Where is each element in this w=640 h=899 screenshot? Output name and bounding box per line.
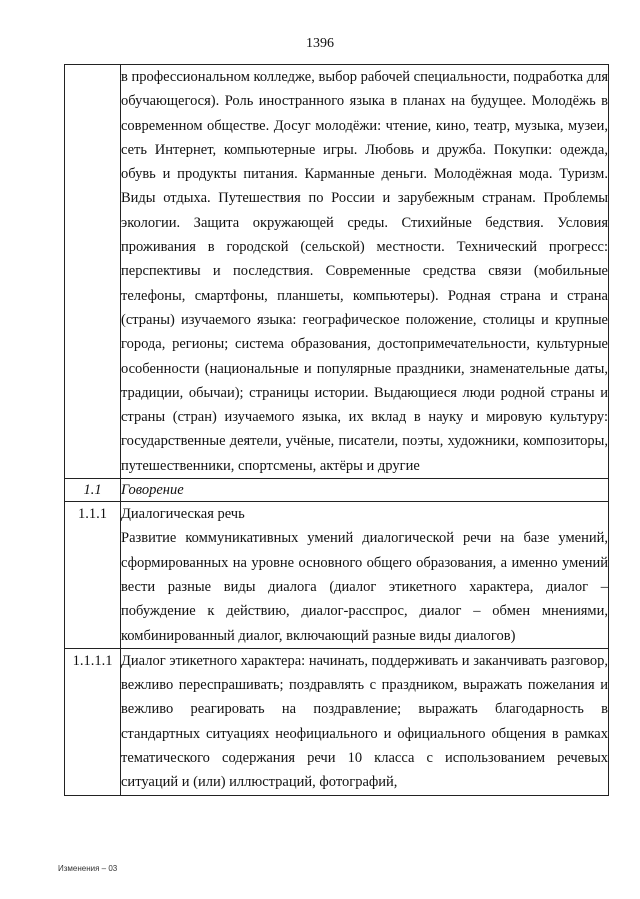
- row-text: Диалог этикетного характера: начинать, поддерживать и заканчивать разговор, вежливо переспрашивать; поздравлять с праздником, выражать пожелания и вежливо реагировать на поздравление; выражать благодарность в стандартных ситуациях неофициального и официального общения в рамках тематического содержания речи 10 класса с использованием речевых ситуаций и (или) иллюстраций, фотографий,: [121, 648, 609, 795]
- page-number: 1396: [306, 36, 334, 51]
- section-number: 1.1: [65, 479, 121, 502]
- table-row: [65, 648, 609, 795]
- row-cell: [121, 502, 609, 649]
- content-table: [64, 64, 609, 796]
- table-row: [65, 65, 609, 479]
- row-number: [65, 65, 121, 479]
- section-title: Говорение: [121, 479, 609, 502]
- subsection-title: Диалогическая речь: [121, 506, 245, 523]
- row-number: 1.1.1: [65, 502, 121, 649]
- row-number: 1.1.1.1: [65, 648, 121, 795]
- row-text: Развитие коммуникативных умений диалогической речи на базе умений, сформированных на уровне основного общего образования, а именно умений вести разные виды диалога (диалог этикетного характера, диалог – побуждение к действию, диалог-расспрос, диалог – обмен мнениями, комбинированный диалог, включающий разные виды диалогов): [121, 530, 608, 644]
- table-row: [65, 479, 609, 502]
- footer-revision: Изменения – 03: [58, 864, 118, 873]
- row-text: в профессиональном колледже, выбор рабочей специальности, подработка для обучающегося). Роль иностранного языка в планах на будущее. Молодёжь в современном обществе. Досуг молодёжи: чтение, кино, театр, музыка, музеи, сеть Интернет, компьютерные игры. Любовь и дружба. Покупки: одежда, обувь и продукты питания. Карманные деньги. Молодёжная мода. Туризм. Виды отдыха. Путешествия по России и зарубежным странам. Проблемы экологии. Защита окружающей среды. Стихийные бедствия. Условия проживания в городской (сельской) местности. Технический прогресс: перспективы и последствия. Современные средства связи (мобильные телефоны, смартфоны, планшеты, компьютеры). Родная страна и страна (страны) изучаемого языка: географическое положение, столицы и крупные города, регионы; система образования, достопримечательности, культурные особенности (национальные и популярные праздники, знаменательные даты, традиции, обычаи); страницы истории. Выдающиеся люди родной страны и страны (стран) изучаемого языка, их вклад в науку и мировую культуру: государственные деятели, учёные, писатели, поэты, художники, композиторы, путешественники, спортсмены, актёры и другие: [121, 65, 609, 479]
- table-row: [65, 502, 609, 649]
